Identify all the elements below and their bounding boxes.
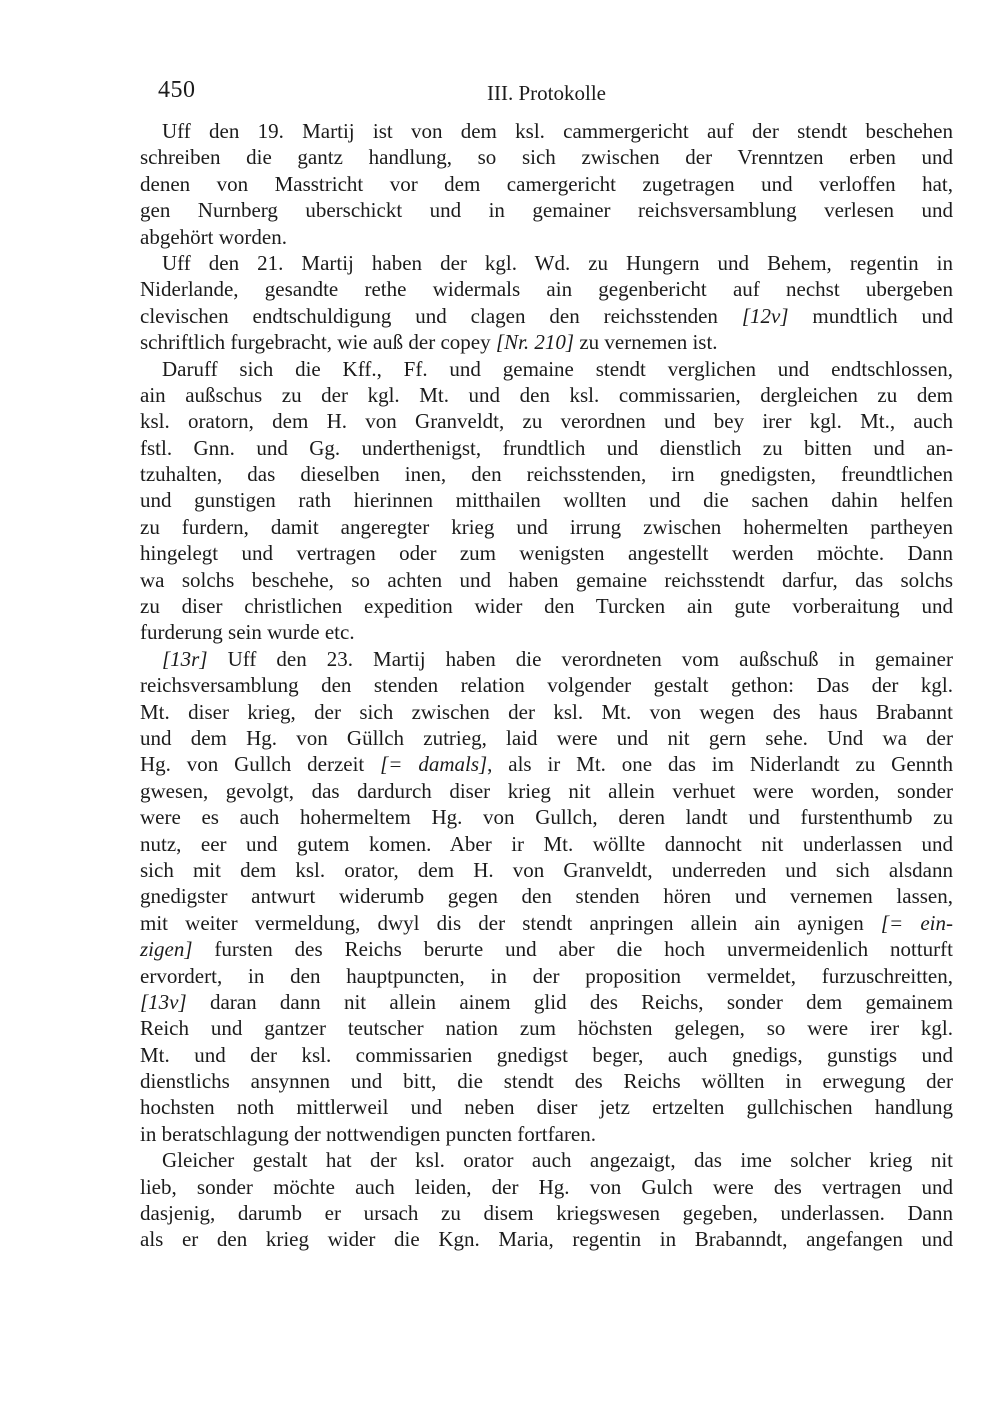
- text-line: nutz, eer und gutem komen. Aber ir Mt. wöllte dannocht nit underlassen und: [140, 831, 953, 856]
- text-line: hingelegt und vertragen oder zum wenigsten angestellt werden möchte. Dann: [140, 541, 953, 566]
- text-line: Mt. diser krieg, der sich zwischen der ksl. Mt. von wegen des haus Brabannt: [140, 699, 953, 724]
- paragraph: [140, 250, 953, 356]
- text-line: Uff den 19. Martij ist von dem ksl. cammergericht auf der stendt beschehen: [162, 119, 953, 143]
- text-line: abgehört worden.: [140, 224, 287, 249]
- text-line: ksl. oratorn, dem H. von Granveldt, zu verordnen und bey irer kgl. Mt., auch: [140, 409, 953, 434]
- folio-reference: [Nr. 210]: [495, 330, 575, 355]
- text-line: zigen] fursten des Reichs berurte und aber die hoch unvermeidenlich notturft: [140, 937, 953, 962]
- text-line: gen Nurnberg uberschickt und in gemainer reichsversamblung verlesen und: [140, 198, 953, 223]
- paragraph: [140, 118, 953, 250]
- text-line: Niderlande, gesandte rethe widermals ain gegenbericht auf nechst ubergeben: [140, 277, 953, 302]
- text-line: clevischen endtschuldigung und clagen den reichsstenden [12v] mundtlich und: [140, 303, 953, 328]
- text-line: zu diser christlichen expedition wider den Turcken ain gute vorberaitung und: [140, 594, 953, 619]
- text-line: wa solchs beschehe, so achten und haben gemaine reichsstendt darfur, das solchs: [140, 567, 953, 592]
- page-number: 450: [158, 77, 196, 103]
- text-line: dienstlichs ansynnen und bitt, die stendt des Reichs wöllten in erwegung der: [140, 1069, 953, 1094]
- text-column: [140, 118, 953, 1253]
- text-line: denen von Masstricht vor dem camergericht zugetragen und verloffen hat,: [140, 171, 953, 196]
- text-line: als er den krieg wider die Kgn. Maria, regentin in Brabanndt, angefangen und: [140, 1227, 953, 1252]
- text-line: Daruff sich die Kff., Ff. und gemaine stendt verglichen und endtschlossen,: [162, 356, 953, 381]
- text-line: [13v] daran dann nit allein ainem glid des Reichs, sonder dem gemainem: [140, 989, 953, 1014]
- text-line: furderung sein wurde etc.: [140, 620, 355, 645]
- text-line: gnedigster antwurt widerumb gegen den stenden hören und vernemen lassen,: [140, 884, 953, 909]
- text-line: Hg. von Gullch derzeit [= damals], als ir Mt. one das im Niderlandt zu Gennth: [140, 752, 953, 777]
- running-header: III. Protokolle: [487, 81, 606, 105]
- text-line: [13r] Uff den 23. Martij haben die verordneten vom außschuß in gemainer: [162, 646, 953, 671]
- text-line: Reich und gantzer teutscher nation zum höchsten gelegen, so were irer kgl.: [140, 1016, 953, 1041]
- text-line: mit weiter vermeldung, dwyl dis der stendt anpringen allein ain aynigen [= ein-: [140, 910, 953, 935]
- folio-reference: [= ein-: [880, 910, 953, 935]
- text-line: und gunstigen rath hierinnen mitthailen wollten und die sachen dahin helfen: [140, 488, 953, 513]
- folio-reference: [13r]: [162, 646, 208, 671]
- text-line: schriftlich furgebracht, wie auß der copey [Nr. 210] zu vernemen ist.: [140, 330, 718, 355]
- text-line: zu furdern, damit angeregter krieg und irrung zwischen hohermelten partheyen: [140, 514, 953, 539]
- text-line: hochsten noth mittlerweil und neben diser jetz ertzelten gullchischen handlung: [140, 1095, 953, 1120]
- text-line: gwesen, gevolgt, das dardurch diser krieg nit allein verhuet were worden, sonder: [140, 778, 953, 803]
- folio-reference: zigen]: [140, 937, 193, 962]
- paragraph: [140, 646, 953, 1147]
- paragraph: [140, 356, 953, 646]
- text-line: schreiben die gantz handlung, so sich zwischen der Vrenntzen erben und: [140, 145, 953, 170]
- text-line: ervordert, in den hauptpuncten, in der proposition vermeldet, furzuschreitten,: [140, 963, 953, 988]
- text-line: were es auch hohermeltem Hg. von Gullch, deren landt und furstenthumb zu: [140, 805, 953, 830]
- text-line: reichsversamblung den stenden relation volgender gestalt gethon: Das der kgl.: [140, 673, 953, 698]
- folio-reference: [13v]: [140, 989, 187, 1014]
- text-line: tzuhalten, das dieselben inen, den reichsstenden, irn gnedigsten, freundtlichen: [140, 462, 953, 487]
- text-line: dasjenig, darumb er ursach zu disem kriegswesen gegeben, underlassen. Dann: [140, 1201, 953, 1226]
- text-line: ain außschus zu der kgl. Mt. und den ksl. commissarien, dergleichen zu dem: [140, 382, 953, 407]
- paragraph: [140, 1147, 953, 1253]
- text-line: Uff den 21. Martij haben der kgl. Wd. zu Hungern und Behem, regentin in: [162, 250, 953, 275]
- folio-reference: [= damals]: [380, 752, 488, 777]
- text-line: fstl. Gnn. und Gg. underthenigst, frundtlich und dienstlich zu bitten und an-: [140, 435, 953, 460]
- text-line: sich mit dem ksl. orator, dem H. von Granveldt, underreden und sich alsdann: [140, 857, 953, 882]
- text-line: und dem Hg. von Güllch zutrieg, laid were und nit gern sehe. Und wa der: [140, 725, 953, 750]
- text-line: Gleicher gestalt hat der ksl. orator auch angezaigt, das ime solcher krieg nit: [162, 1148, 953, 1173]
- text-line: lieb, sonder möchte auch leiden, der Hg. von Gulch were des vertragen und: [140, 1174, 953, 1199]
- text-line: Mt. und der ksl. commissarien gnedigst beger, auch gnedigs, gunstigs und: [140, 1042, 953, 1067]
- folio-reference: [12v]: [741, 303, 789, 328]
- text-line: in beratschlagung der nottwendigen puncten fortfaren.: [140, 1121, 597, 1146]
